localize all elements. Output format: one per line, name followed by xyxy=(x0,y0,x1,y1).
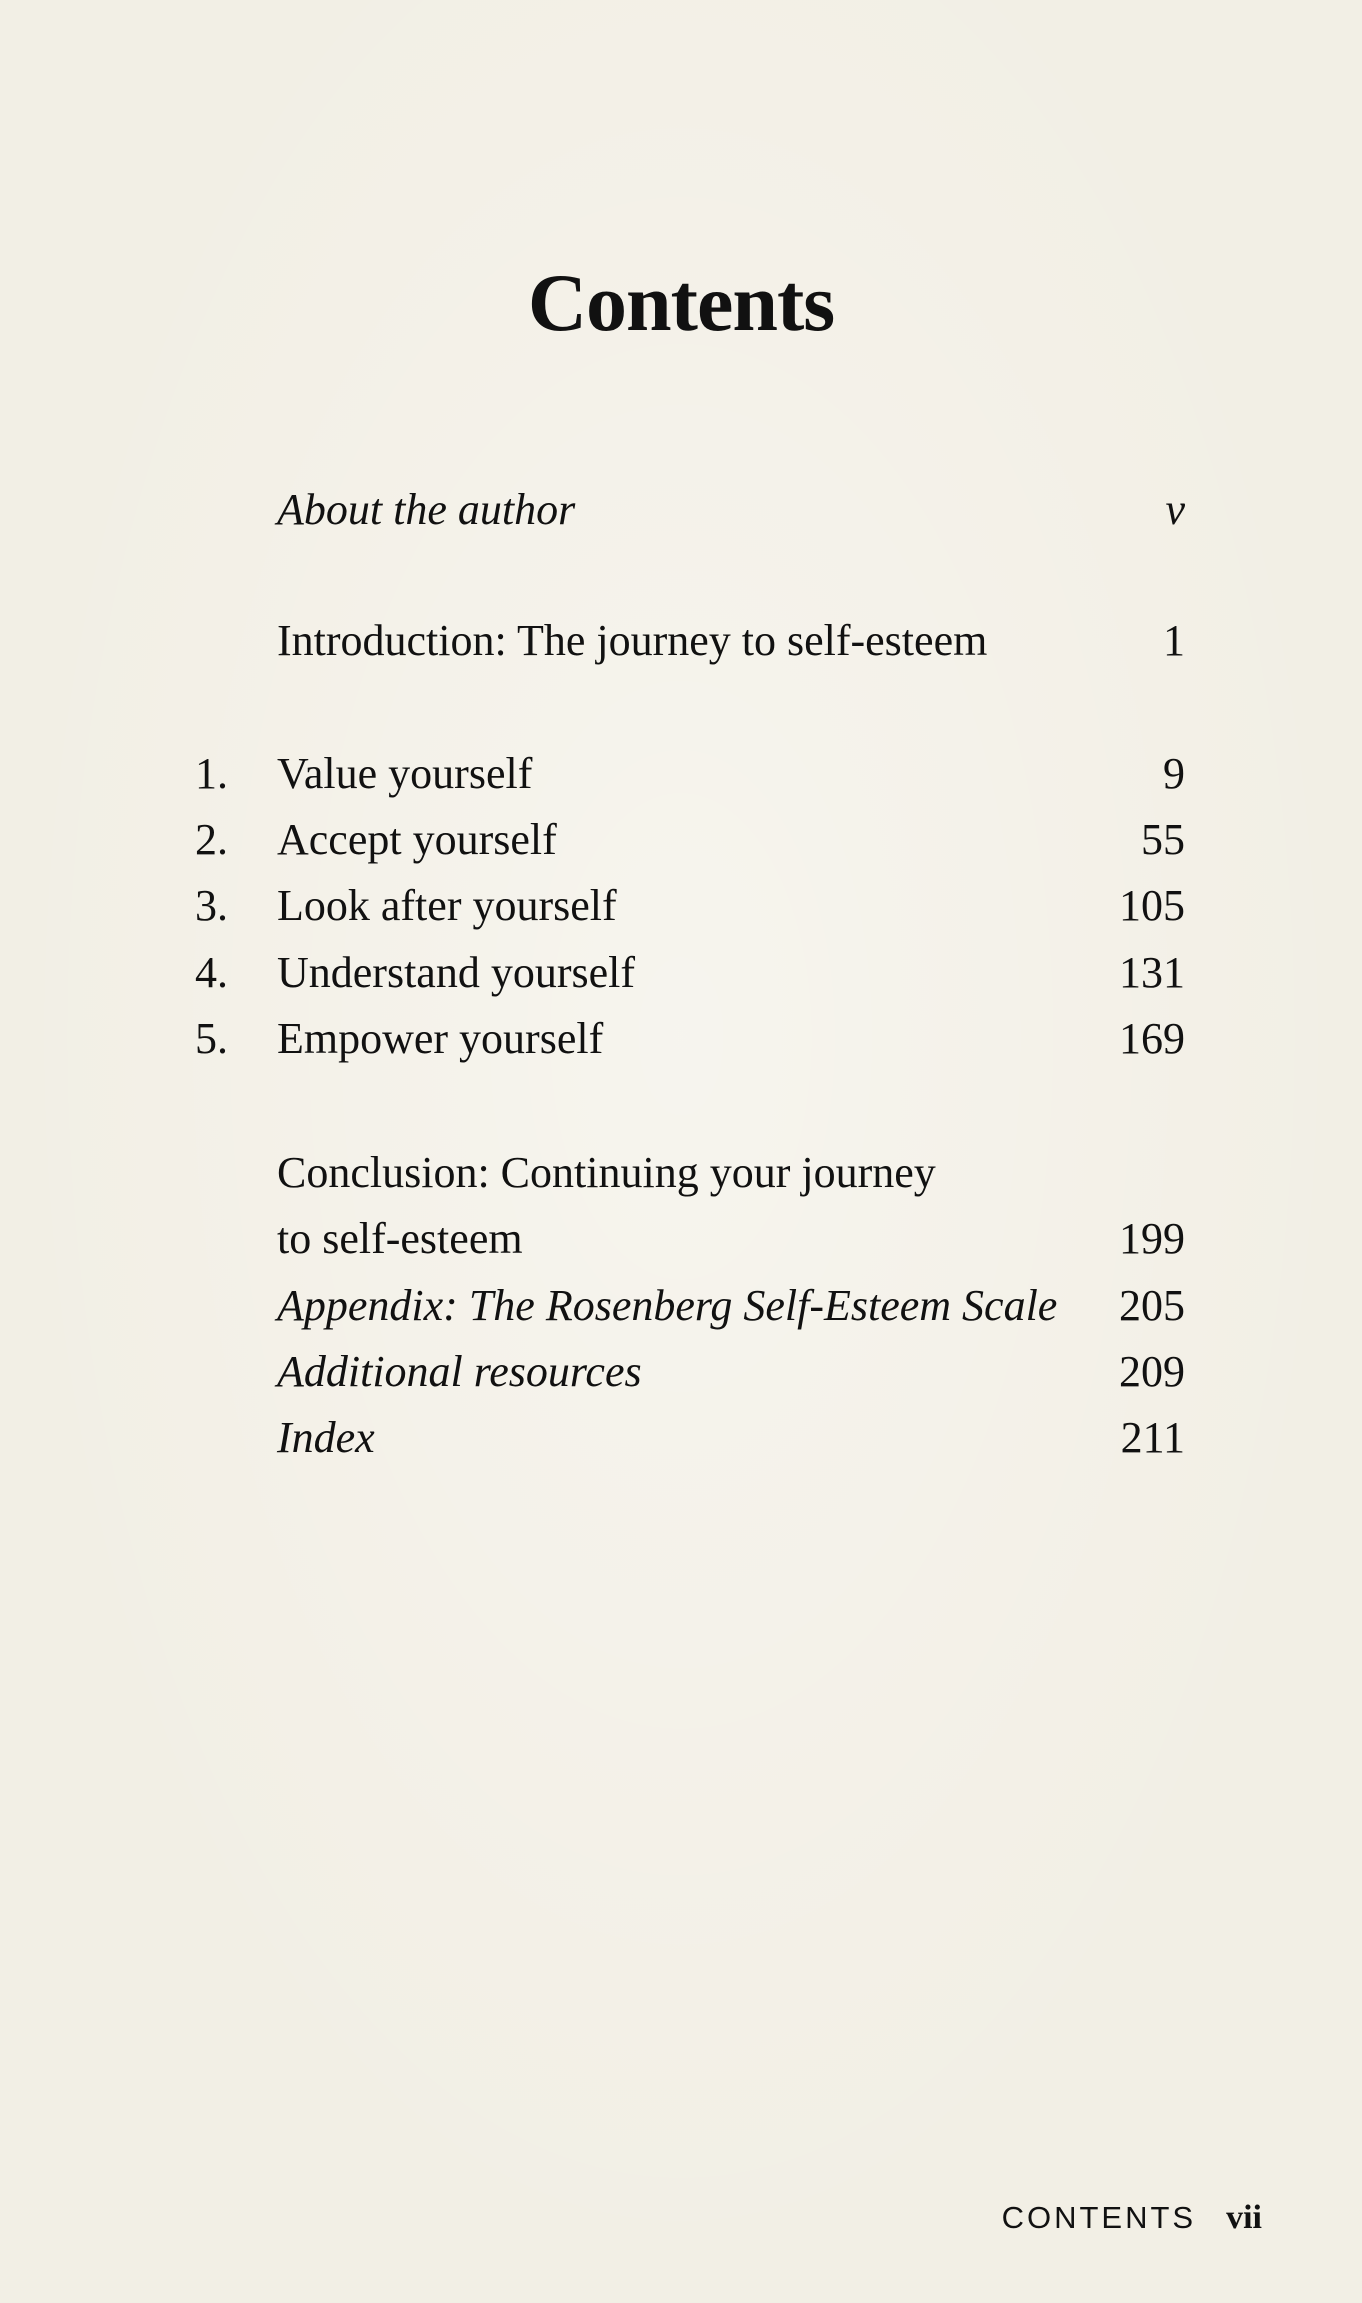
toc-entry-label: About the author xyxy=(277,485,576,534)
toc-entry-page: 131 xyxy=(1119,948,1185,997)
toc-entry-appendix xyxy=(195,1273,1185,1339)
toc-entry-chapter-4 xyxy=(195,940,1185,1006)
toc-entry-additional-resources xyxy=(195,1339,1185,1405)
chapter-number: 5. xyxy=(195,1014,228,1063)
toc-entry-chapter-1 xyxy=(195,741,1185,807)
toc-entry-label: Index xyxy=(277,1413,375,1462)
toc-entry-label: Conclusion: Continuing your journey xyxy=(277,1148,936,1197)
chapter-number: 2. xyxy=(195,815,228,864)
toc-entry-page: 55 xyxy=(1141,815,1185,864)
chapter-number: 4. xyxy=(195,948,228,997)
toc-entry-page: 9 xyxy=(1163,749,1185,798)
toc-entry-page: 169 xyxy=(1119,1014,1185,1063)
toc-entry-introduction xyxy=(195,608,1185,674)
chapter-number: 3. xyxy=(195,881,228,930)
toc-entry-about-author xyxy=(195,477,1185,543)
toc-entry-label: Introduction: The journey to self-esteem xyxy=(277,616,988,665)
toc-entry-label: Understand yourself xyxy=(277,948,636,997)
toc-entry-label: Value yourself xyxy=(277,749,533,798)
toc-entry-conclusion-line2 xyxy=(195,1206,1185,1272)
toc-entry-chapter-2 xyxy=(195,807,1185,873)
page-footer xyxy=(1002,2195,1262,2240)
toc-entry-page: 209 xyxy=(1119,1347,1185,1396)
toc-entry-page: 105 xyxy=(1119,881,1185,930)
toc-entry-label: Accept yourself xyxy=(277,815,557,864)
chapter-number: 1. xyxy=(195,749,228,798)
toc-entry-label: Empower yourself xyxy=(277,1014,604,1063)
toc-entry-conclusion-line1 xyxy=(195,1140,1185,1206)
page-title: Contents xyxy=(527,257,835,348)
toc-entry-page: 1 xyxy=(1163,616,1185,665)
toc-entry-page: 211 xyxy=(1120,1413,1185,1462)
toc-entry-label: to self-esteem xyxy=(277,1214,523,1263)
page-number: vii xyxy=(1226,2199,1262,2236)
toc-entry-index xyxy=(195,1405,1185,1471)
running-head: CONTENTS xyxy=(1001,2200,1197,2235)
toc-entry-chapter-3 xyxy=(195,873,1185,939)
toc-entry-label: Look after yourself xyxy=(277,881,617,930)
toc-entry-label: Additional resources xyxy=(277,1347,642,1396)
toc-entry-page: 205 xyxy=(1119,1281,1185,1330)
toc-entry-label: Appendix: The Rosenberg Self-Esteem Scale xyxy=(277,1281,1058,1330)
toc-entry-page: 199 xyxy=(1119,1214,1185,1263)
toc-entry-chapter-5 xyxy=(195,1006,1185,1072)
toc-entry-page: v xyxy=(1165,485,1185,534)
